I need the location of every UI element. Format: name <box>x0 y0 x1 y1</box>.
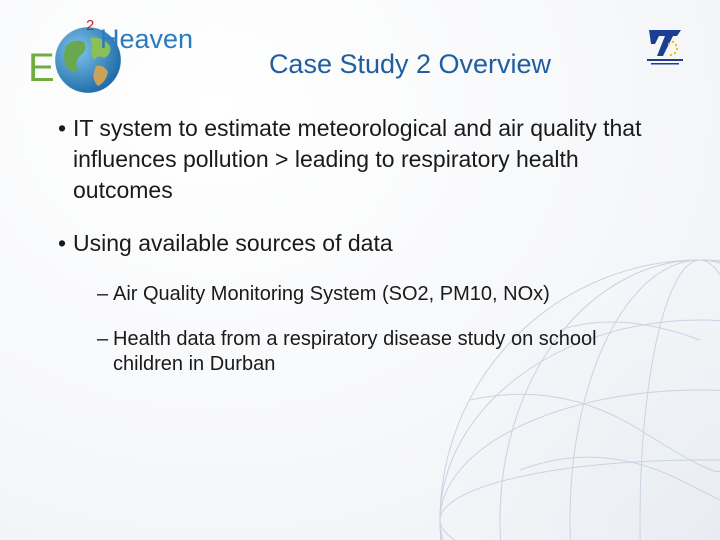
sub-bullet-item <box>97 327 657 377</box>
bullet-item <box>58 113 678 206</box>
bullet-marker: • <box>58 115 67 141</box>
bullet-text: Using available sources of data <box>73 230 393 256</box>
bullet-item <box>58 228 658 259</box>
logo-superscript: 2 <box>86 17 95 34</box>
sub-bullet-text: Air Quality Monitoring System (SO2, PM10, NOx) <box>113 283 550 305</box>
sub-bullet-item <box>97 282 697 307</box>
sub-bullet-text: Health data from a respiratory disease study on school children in Durban <box>113 328 597 375</box>
bullet-marker: • <box>58 230 67 256</box>
sub-bullet-marker: – <box>97 283 109 305</box>
sub-bullet-marker: – <box>97 328 109 350</box>
logo-letter-e: E <box>28 46 55 90</box>
logo-word: Heaven <box>100 24 194 54</box>
bullet-text: IT system to estimate meteorological and air quality that influences pollution > leading to respiratory health outcomes <box>73 115 642 203</box>
slide-title: Case Study 2 Overview <box>268 49 552 79</box>
